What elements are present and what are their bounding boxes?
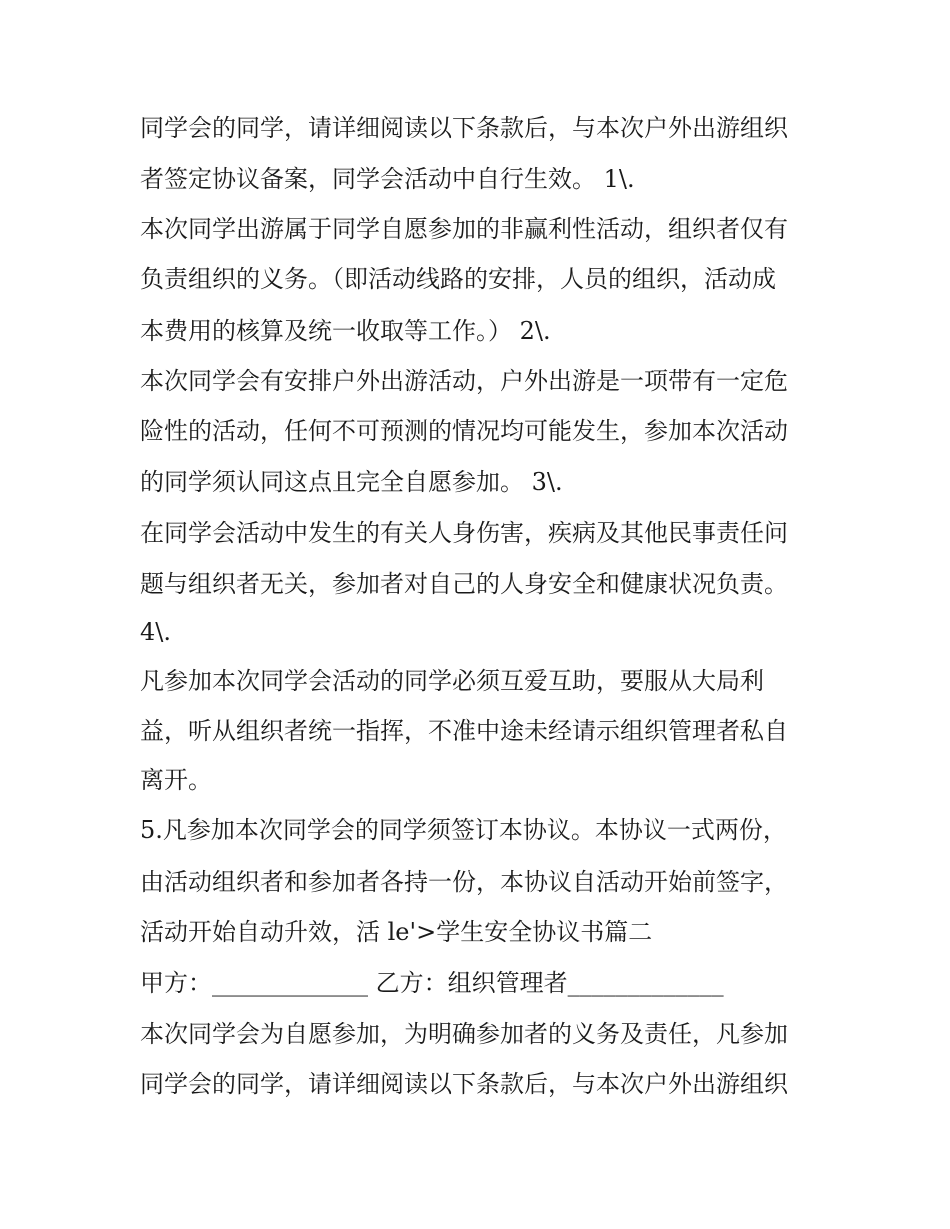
text-line: 活动开始自动升效，活 le'>学生安全协议书篇二: [140, 918, 653, 946]
text-line: 本次同学出游属于同学自愿参加的非赢利性活动，组织者仅有: [140, 215, 788, 243]
signature-line: 甲方：_____________ 乙方：组织管理者_____________: [140, 969, 724, 997]
text-line: 4\.: [140, 618, 171, 646]
text-line: 5.凡参加本次同学会的同学须签订本协议。本协议一式两份，: [140, 816, 787, 844]
text-line: 者签定协议备案，同学会活动中自行生效。 1\.: [140, 165, 635, 193]
text-line: 险性的活动，任何不可预测的情况均可能发生，参加本次活动: [140, 417, 788, 445]
text-line: 在同学会活动中发生的有关人身伤害，疾病及其他民事责任问: [140, 519, 788, 547]
text-line: 益，听从组织者统一指挥，不准中途未经请示组织管理者私自: [140, 717, 788, 745]
text-line: 题与组织者无关，参加者对自己的人身安全和健康状况负责。: [140, 570, 788, 598]
text-line: 负责组织的义务。（即活动线路的安排，人员的组织，活动成: [140, 265, 776, 293]
text-line: 本费用的核算及统一收取等工作。） 2\.: [140, 317, 551, 345]
text-line: 本次同学会有安排户外出游活动，户外出游是一项带有一定危: [140, 367, 788, 395]
text-line: 同学会的同学，请详细阅读以下条款后，与本次户外出游组织: [140, 114, 788, 142]
text-line: 由活动组织者和参加者各持一份，本协议自活动开始前签字，: [140, 868, 788, 896]
text-line: 的同学须认同这点且完全自愿参加。 3\.: [140, 468, 563, 496]
text-line: 离开。: [140, 766, 212, 794]
text-line: 本次同学会为自愿参加，为明确参加者的义务及责任，凡参加: [140, 1020, 788, 1048]
text-line: 凡参加本次同学会活动的同学必须互爱互助，要服从大局利: [140, 667, 764, 695]
text-line: 同学会的同学，请详细阅读以下条款后，与本次户外出游组织: [140, 1070, 788, 1098]
